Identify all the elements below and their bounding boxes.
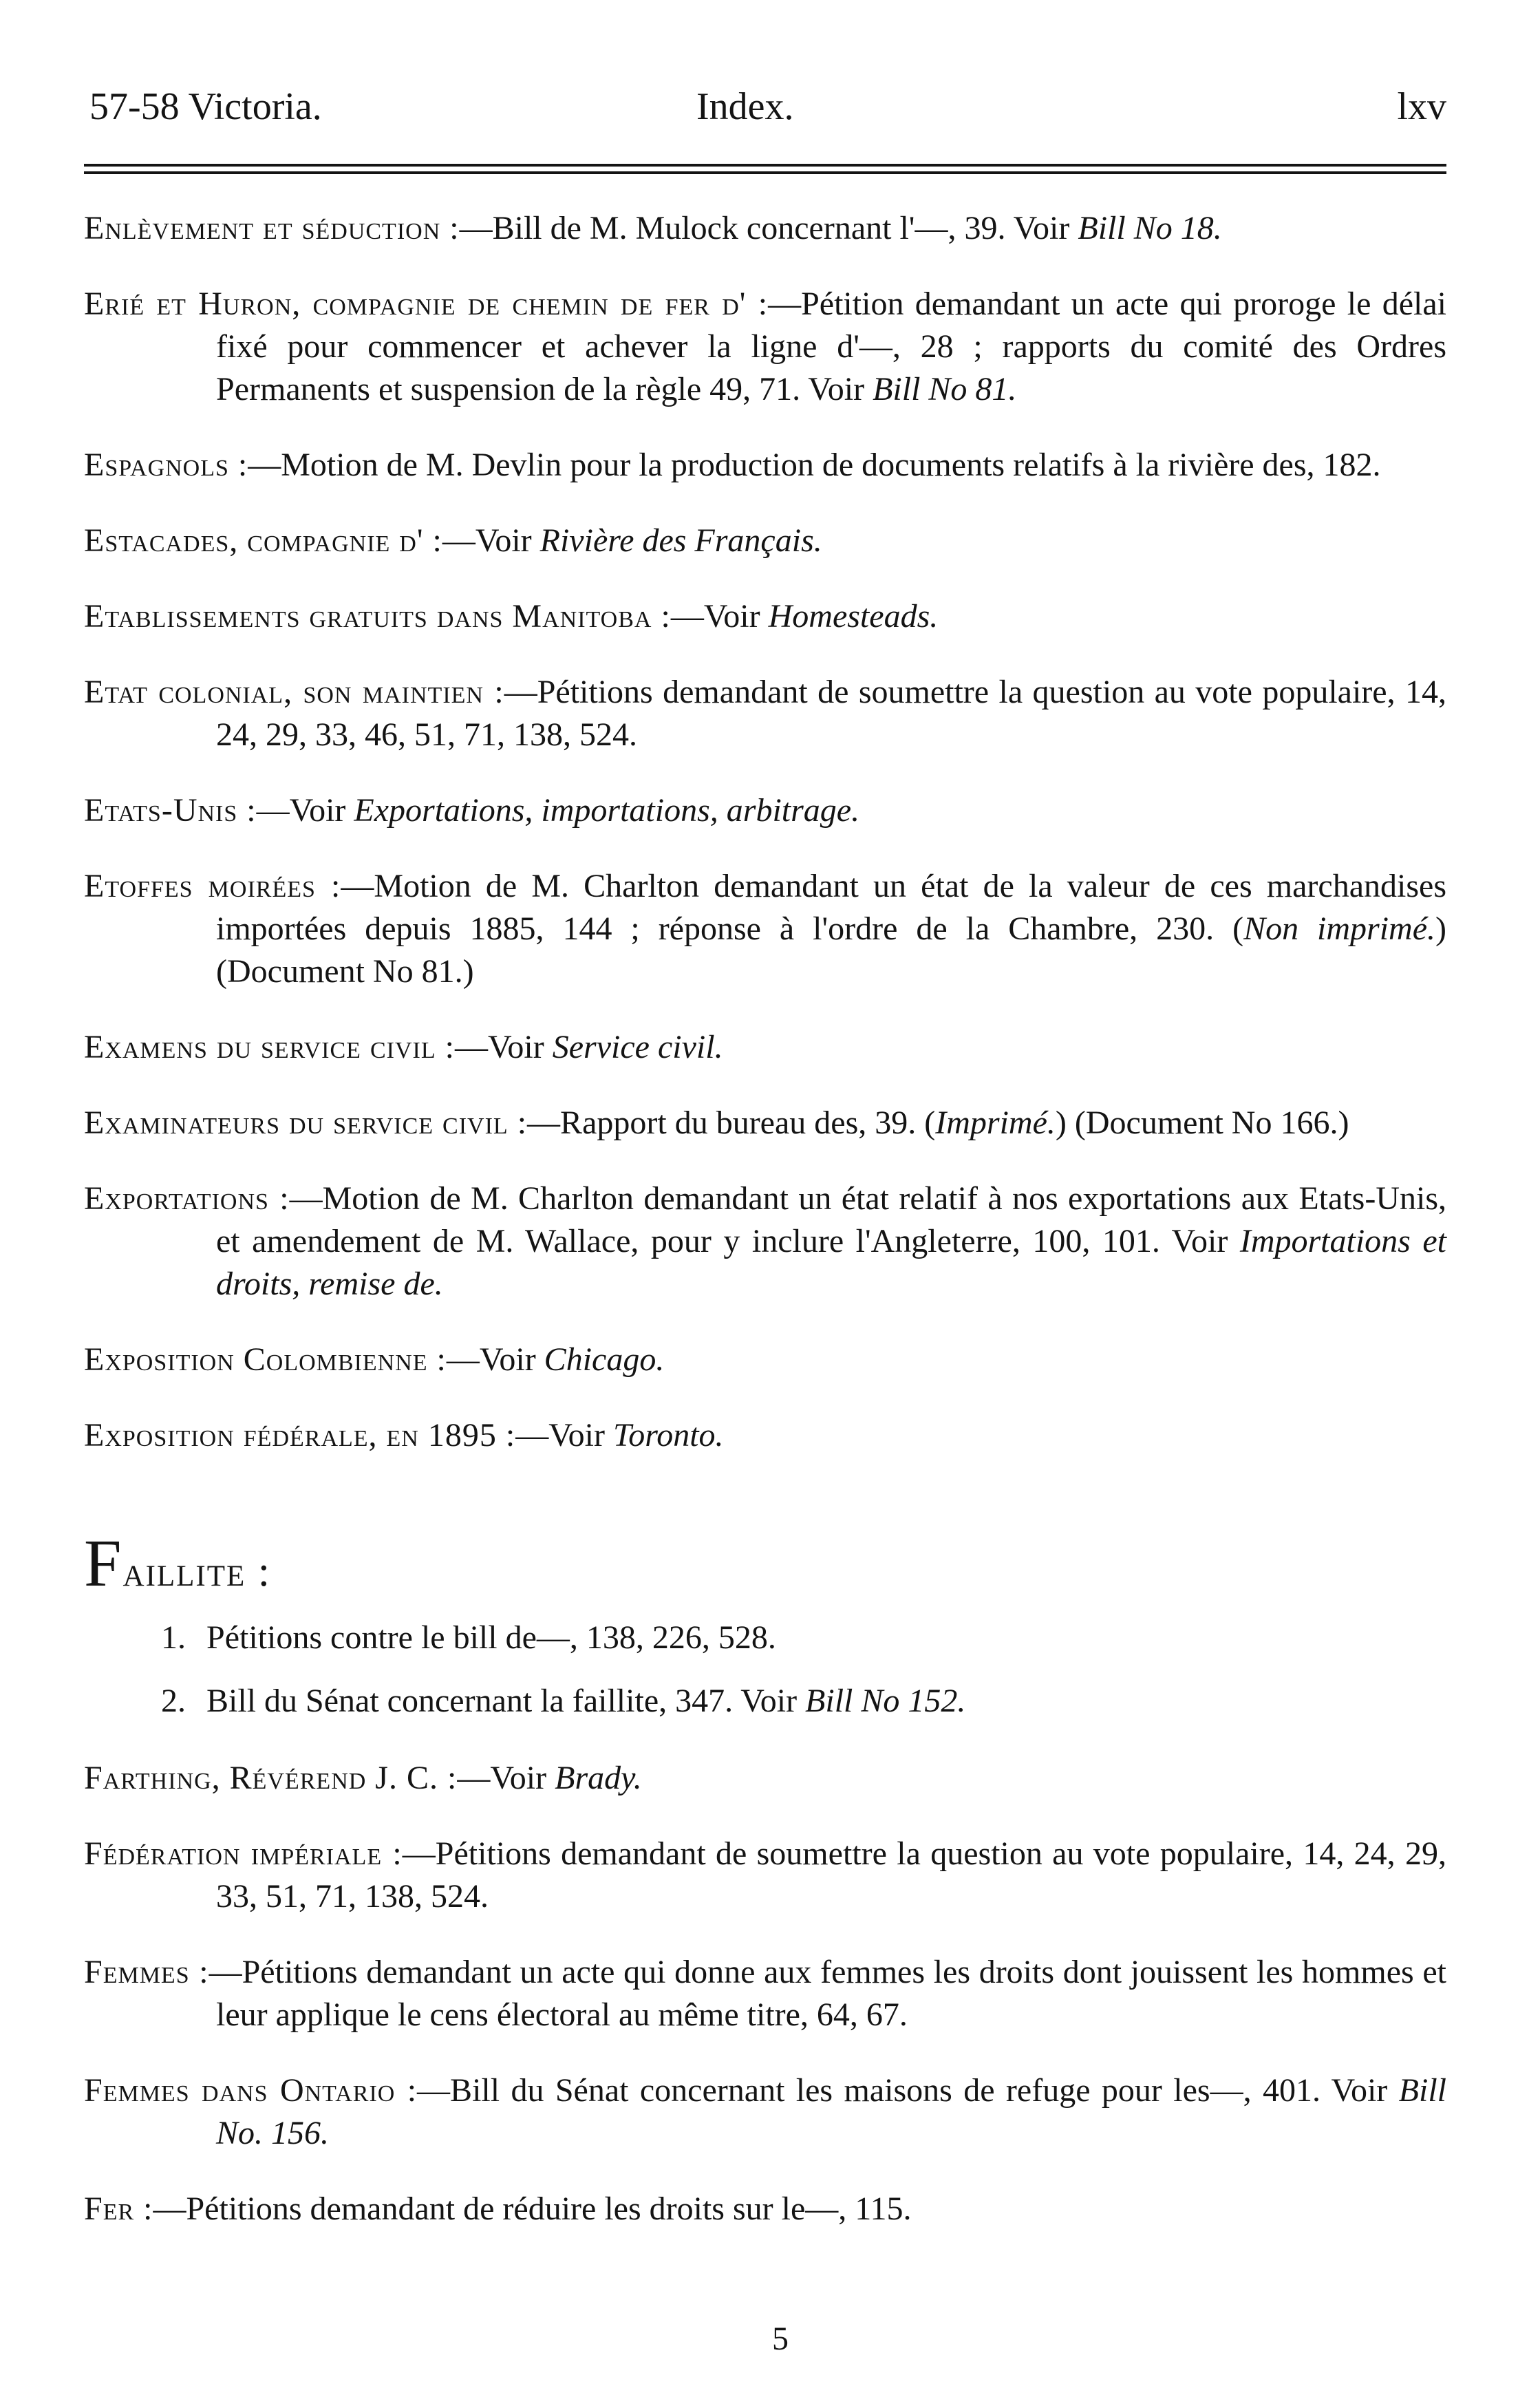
entry-text: —Pétitions demandant de soumettre la question au vote populaire, 14, 24, 29, 33, 46, 51, 71, 138, 524. [216,674,1446,753]
index-entries-e [84,207,1446,1457]
section-heading-rest: aillite : [122,1548,271,1595]
entry-reference: Toronto. [613,1417,724,1453]
running-header [84,76,1446,138]
entry-reference: Bill No 18. [1078,210,1222,246]
index-entry [84,1757,1446,1800]
entry-text: —Bill du Sénat concernant les maisons de refuge pour les—, 401. Voir [417,2072,1399,2109]
header-double-rule [84,164,1446,174]
section-heading-faillite [84,1526,1446,1603]
index-entry [84,1951,1446,2036]
entry-reference: Homesteads. [768,598,939,635]
index-entry [84,1178,1446,1306]
faillite-sublist [84,1617,1446,1723]
index-entry [84,1339,1446,1381]
entry-reference: Bill No. 156. [216,2072,1446,2151]
entry-text: —Motion de M. Charlton demandant un état relatif à nos exportations aux Etats-Unis, et amendement de M. Wallace, pour y inclure l'Angleterre, 100, 101. Voir [216,1180,1447,1259]
entry-text: —Motion de M. Devlin pour la production de documents relatifs à la rivière des, 182. [248,447,1381,483]
entry-text: —Voir [670,598,769,635]
section-initial: F [84,1526,123,1601]
entry-reference: Rivière des Français. [539,522,822,559]
entry-reference: Non imprimé. [1243,910,1436,947]
entry-reference: Imprimé. [935,1105,1056,1141]
index-entry [84,207,1446,250]
entry-reference: Importations et droits, remise de. [216,1223,1447,1302]
index-entry [84,283,1446,411]
index-entry [84,2188,1446,2230]
entry-heading: Espagnols : [84,447,248,483]
index-entry [84,865,1446,993]
sublist-item [84,1680,1446,1723]
entry-text: —Voir [256,792,354,829]
sublist-item-text: Bill du Sénat concernant la faillite, 347. Voir [206,1683,806,1719]
entry-heading: Femmes : [84,1954,209,1990]
entry-heading: Exposition Colombienne : [84,1341,447,1378]
entry-tail: ) (Document No 166.) [1055,1105,1349,1141]
entry-reference: Service civil. [552,1029,723,1065]
entry-heading: Examens du service civil : [84,1029,455,1065]
entry-text: —Motion de M. Charlton demandant un état de la valeur de ces marchandises importées depuis 1885, 144 ; réponse à l'ordre de la Chambre, 230. ( [216,868,1447,947]
index-entries-f [84,1757,1446,2230]
index-entry [84,789,1446,832]
entry-text: —Pétitions demandant un acte qui donne aux femmes les droits dont jouissent les hommes et leur applique le cens électoral au même titre, 64, 67. [208,1954,1446,2033]
entry-reference: Chicago. [544,1341,665,1378]
header-volume: 57-58 Victoria. [89,85,322,128]
index-entry [84,1026,1446,1069]
index-entry [84,520,1446,562]
entry-text: —Pétitions demandant de soumettre la question au vote populaire, 14, 24, 29, 33, 51, 71, 138, 524. [216,1835,1446,1915]
sublist-item-number: 1. [161,1619,186,1656]
index-page [84,76,1446,2263]
entry-heading: Exposition fédérale, en 1895 : [84,1417,516,1453]
entry-heading: Estacades, compagnie d' : [84,522,442,559]
entry-text: —Voir [446,1341,544,1378]
index-entry [84,671,1446,756]
index-entry [84,1414,1446,1457]
header-title: Index. [696,85,794,128]
entry-text: —Pétition demandant un acte qui proroge le délai fixé pour commencer et achever la ligne d'—, 28 ; rapports du comité des Ordres Permanents et suspension de la règle 49, 71. Voir [216,286,1446,407]
entry-text: —Voir [515,1417,613,1453]
entry-heading: Etat colonial, son maintien : [84,674,504,710]
entry-heading: Fédération impériale : [84,1835,403,1872]
entry-heading: Enlèvement et séduction : [84,210,460,246]
entry-reference: Exportations, importations, arbitrage. [354,792,860,829]
entry-text: —Voir [454,1029,553,1065]
entry-text: —Bill de M. Mulock concernant l'—, 39. Voir [459,210,1078,246]
index-entry [84,2069,1446,2155]
entry-text: —Rapport du bureau des, 39. ( [527,1105,936,1141]
index-entry [84,1102,1446,1144]
entry-heading: Fer : [84,2191,153,2227]
entry-heading: Etablissements gratuits dans Manitoba : [84,598,671,635]
entry-tail: ) (Document No 81.) [216,910,1446,990]
page-folio: 5 [772,2321,789,2357]
entry-heading: Femmes dans Ontario : [84,2072,418,2109]
sublist-item-number: 2. [161,1683,186,1719]
header-page-number: lxv [1397,85,1446,128]
entry-heading: Etoffes moirées : [84,868,341,904]
sublist-item-text: Pétitions contre le bill de—, 138, 226, 528. [206,1619,776,1656]
entry-heading: Exportations : [84,1180,290,1217]
entry-heading: Farthing, Révérend J. C. : [84,1760,458,1796]
entry-text: —Voir [457,1760,555,1796]
entry-reference: Brady. [555,1760,642,1796]
rule-line [84,171,1446,174]
entry-heading: Erié et Huron, compagnie de chemin de fer d' : [84,286,769,322]
sublist-item [84,1617,1446,1659]
index-entry [84,595,1446,638]
entry-reference: Bill No 81. [873,371,1017,407]
entry-text: —Pétitions demandant de réduire les droits sur le—, 115. [153,2191,912,2227]
entry-heading: Examinateurs du service civil : [84,1105,528,1141]
entry-text: —Voir [442,522,540,559]
sublist-item-reference: Bill No 152. [805,1683,966,1719]
rule-line [84,164,1446,167]
entry-heading: Etats-Unis : [84,792,257,829]
index-entry [84,1833,1446,1918]
index-entry [84,444,1446,487]
